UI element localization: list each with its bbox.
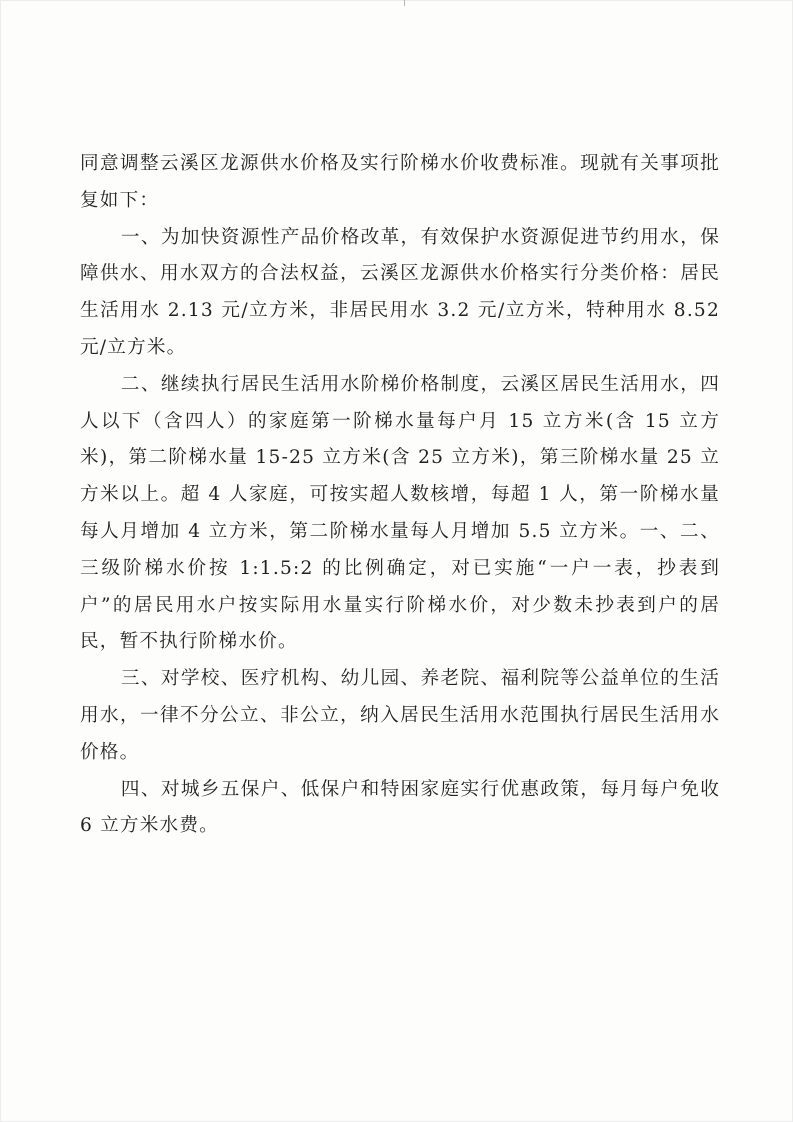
paragraph-item-2: 二、继续执行居民生活用水阶梯价格制度，云溪区居民生活用水，四人以下（含四人）的家庭第一阶梯水量每户月 15 立方米(含 15 立方米)，第二阶梯水量 15-25 立方米(含 25 立方米)，第三阶梯水量 25 立方米以上。超 4 人家庭，可按实超人数核增，每超 1 人，第一阶梯水量每人月增加 4 立方米，第二阶梯水量每人月增加 5.5 立方米。一、二、三级阶梯水价按 1:1.5:2 的比例确定，对已实施“一户一表，抄表到户”的居民用水户按实际用水量实行阶梯水价，对少数未抄表到户的居民，暂不执行阶梯水价。 bbox=[80, 373, 720, 653]
paragraph-item-3: 三、对学校、医疗机构、幼儿园、养老院、福利院等公益单位的生活用水，一律不分公立、非公立，纳入居民生活用水范围执行居民生活用水价格。 bbox=[80, 668, 720, 763]
paragraph-intro: 同意调整云溪区龙源供水价格及实行阶梯水价收费标准。现就有关事项批复如下： bbox=[80, 153, 720, 211]
scan-mark bbox=[404, 0, 405, 6]
document-body bbox=[80, 146, 720, 845]
paragraph-item-4: 四、对城乡五保户、低保户和特困家庭实行优惠政策，每月每户免收 6 立方米水费。 bbox=[80, 778, 720, 837]
paragraph-item-1: 一、为加快资源性产品价格改革，有效保护水资源促进节约用水，保障供水、用水双方的合法权益，云溪区龙源供水价格实行分类价格：居民生活用水 2.13 元/立方米，非居民用水 3.2 元/立方米，特种用水 8.52 元/立方米。 bbox=[80, 226, 720, 358]
